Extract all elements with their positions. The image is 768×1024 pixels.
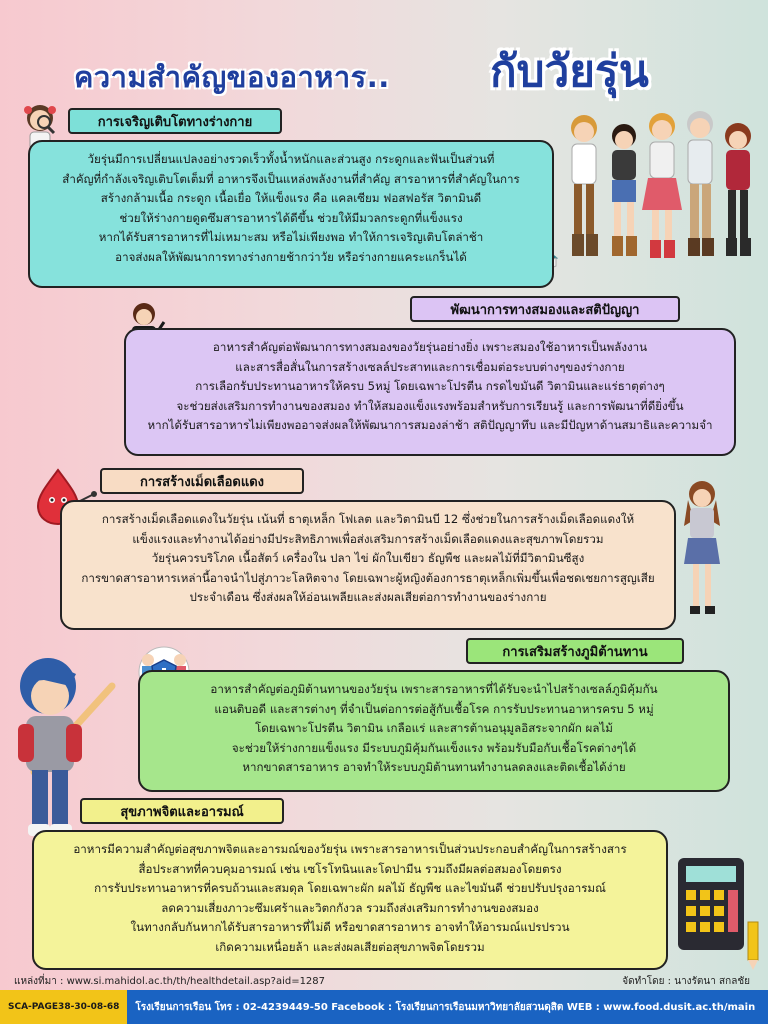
text-line: เกิดความเหนื่อยล้า และส่งผลเสียต่อสุขภาพจิตโดยรวม xyxy=(215,939,485,954)
text-line: สำคัญที่กำลังเจริญเติบโตเต็มที่ อาหารจึงเป็นแหล่งพลังงานที่สำคัญ สารอาหารที่สำคัญในการ xyxy=(62,171,520,186)
section-label-brain-development: พัฒนาการทางสมองและสติปัญญา xyxy=(410,296,680,322)
text-line: การรับประทานอาหารที่ครบถ้วนและสมดุล โดยเฉพาะผัก ผลไม้ ธัญพืช และไขมันดี ช่วยปรับปรุงอารมณ์ xyxy=(94,881,606,895)
text-line: หากได้รับสารอาหารไม่เพียงพออาจส่งผลให้พัฒนาการสมองล่าช้า สติปัญญาทึบ และมีปัญหาด้านสมาธิและความจำ xyxy=(147,418,713,432)
section-box-brain-development xyxy=(124,328,736,456)
text-line: อาจส่งผลให้พัฒนาการทางร่างกายช้ากว่าวัย หรือร่างกายแคระแกร็นได้ xyxy=(115,249,467,264)
text-line: ลดความเสี่ยงภาวะซึมเศร้าและวิตกกังวล รวมถึงส่งเสริมการทำงานของสมอง xyxy=(161,900,539,915)
page-code: SCA-PAGE38-30-08-68 xyxy=(0,990,127,1024)
text-line: จะช่วยส่งเสริมการทำงานของสมอง ทำให้สมองแข็งแรงพร้อมสำหรับการเรียนรู้ และการพัฒนาที่ดียิ่งขึ้น xyxy=(176,398,684,413)
teens-group-illustration xyxy=(560,100,760,270)
text-line: การขาดสารอาหารเหล่านี้อาจนำไปสู่ภาวะโลหิตจาง โดยเฉพาะผู้หญิงต้องการธาตุเหล็กเพิ่มขึ้นเพื่อชดเชยการสูญเสีย xyxy=(81,570,655,585)
page-title-accent: กับวัยรุ่น xyxy=(490,46,649,97)
text-line: สื่อประสาทที่ควบคุมอารมณ์ เช่น เซโรโทนินและโดปามีน รวมถึงมีผลต่อสมองโดยตรง xyxy=(138,861,562,876)
text-line: ในทางกลับกันหากได้รับสารอาหารที่ไม่ดี หรือขาดสารอาหาร อาจทำให้อารมณ์แปรปรวน xyxy=(130,920,570,934)
text-line: อาหารมีความสำคัญต่อสุขภาพจิตและอารมณ์ของวัยรุ่น เพราะสารอาหารเป็นส่วนประกอบสำคัญในการสร้างสาร xyxy=(73,842,627,856)
pencil-icon xyxy=(742,920,764,972)
text-line: แอนติบอดี และสารต่างๆ ที่จำเป็นต่อการต่อสู้กับเชื้อโรค การรับประทานอาหารครบ 5 หมู่ xyxy=(214,701,654,716)
credit-note: จัดทำโดย : นางรัตนา สกลชัย xyxy=(622,976,750,987)
bottom-info-bar xyxy=(0,990,768,1024)
girl-standing-icon xyxy=(676,480,726,620)
text-line: อาหารสำคัญต่อภูมิต้านทานของวัยรุ่น เพราะสารอาหารที่ได้รับจะนำไปสร้างเซลล์ภูมิคุ้มกัน xyxy=(210,682,658,696)
text-line: การสร้างเม็ดเลือดแดงในวัยรุ่น เน้นที่ ธาตุเหล็ก โฟเลต และวิตามินบี 12 ซึ่งช่วยในการสร้างเม็ดเลือดแดงให้ xyxy=(101,512,635,526)
text-line: โดยเฉพาะโปรตีน วิตามิน เกลือแร่ และสารต้านอนุมูลอิสระจากผัก ผลไม้ xyxy=(255,721,613,735)
page-title: ความสำคัญของอาหาร.. xyxy=(74,60,390,94)
section-label-mental-health: สุขภาพจิตและอารมณ์ xyxy=(80,798,284,824)
section-box-physical-growth xyxy=(28,140,554,288)
text-line: แข็งแรงและทำงานได้อย่างมีประสิทธิภาพเพื่อส่งเสริมการสร้างเม็ดเลือดแดงและสุขภาพโดยรวม xyxy=(132,531,604,546)
text-line: ประจำเดือน ซึ่งส่งผลให้อ่อนเพลียและส่งผลเสียต่อการทำงานของร่างกาย xyxy=(189,590,547,604)
section-box-mental-health xyxy=(32,830,668,970)
calculator-icon xyxy=(676,856,746,952)
section-box-immunity xyxy=(138,670,730,792)
section-label-immunity: การเสริมสร้างภูมิต้านทาน xyxy=(466,638,684,664)
text-line: อาหารสำคัญต่อพัฒนาการทางสมองของวัยรุ่นอย่างยิ่ง เพราะสมองใช้อาหารเป็นพลังงาน xyxy=(212,340,648,354)
text-line: วัยรุ่นมีการเปลี่ยนแปลงอย่างรวดเร็วทั้งน้ำหนักและส่วนสูง กระดูกและฟันเป็นส่วนที่ xyxy=(87,152,495,166)
text-line: ช่วยให้ร่างกายดูดซึมสารอาหารได้ดีขึ้น ช่วยให้มีมวลกระดูกที่แข็งแรง xyxy=(119,210,463,225)
text-line: หากขาดสารอาหาร อาจทำให้ระบบภูมิต้านทานทำงานลดลงและติดเชื้อได้ง่าย xyxy=(242,760,626,774)
text-line: วัยรุ่นควรบริโภค เนื้อสัตว์ เครื่องใน ปลา ไข่ ผักใบเขียว ธัญพืช และผลไม้ที่มีวิตามินซีสูง xyxy=(151,551,585,565)
text-line: การเลือกรับประทานอาหารให้ครบ 5หมู่ โดยเฉพาะโปรตีน กรดไขมันดี วิตามินและแร่ธาตุต่างๆ xyxy=(195,379,665,393)
text-line: จะช่วยให้ร่างกายแข็งแรง มีระบบภูมิคุ้มกันแข็งแรง พร้อมรับมือกับเชื้อโรคต่างๆได้ xyxy=(231,740,637,755)
section-label-red-blood-cells: การสร้างเม็ดเลือดแดง xyxy=(100,468,304,494)
title-area xyxy=(0,28,768,97)
text-line: และสารสื่อสั่นในการสร้างเซลล์ประสาทและการเชื่อมต่อระบบต่างๆของร่างกาย xyxy=(235,359,625,374)
section-box-red-blood-cells xyxy=(60,500,676,630)
section-label-physical-growth: การเจริญเติบโตทางร่างกาย xyxy=(68,108,282,134)
text-line: สร้างกล้ามเนื้อ กระดูก เนื้อเยื่อ ให้แข็งแรง คือ แคลเซียม ฟอสฟอรัส วิตามินดี xyxy=(100,191,482,205)
source-note: แหล่งที่มา : www.si.mahidol.ac.th/th/healthdetail.asp?aid=1287 xyxy=(14,976,326,987)
contact-text: โรงเรียนการเรือน โทร : 02-4239449-50 Facebook : โรงเรียนการเรือนมหาวิทยาลัยสวนดุสิต WEB : www.food.dusit.ac.th/main xyxy=(135,1001,756,1013)
text-line: หากได้รับสารอาหารที่ไม่เหมาะสม หรือไม่เพียงพอ ทำให้การเจริญเติบโตล่าช้า xyxy=(98,230,484,244)
